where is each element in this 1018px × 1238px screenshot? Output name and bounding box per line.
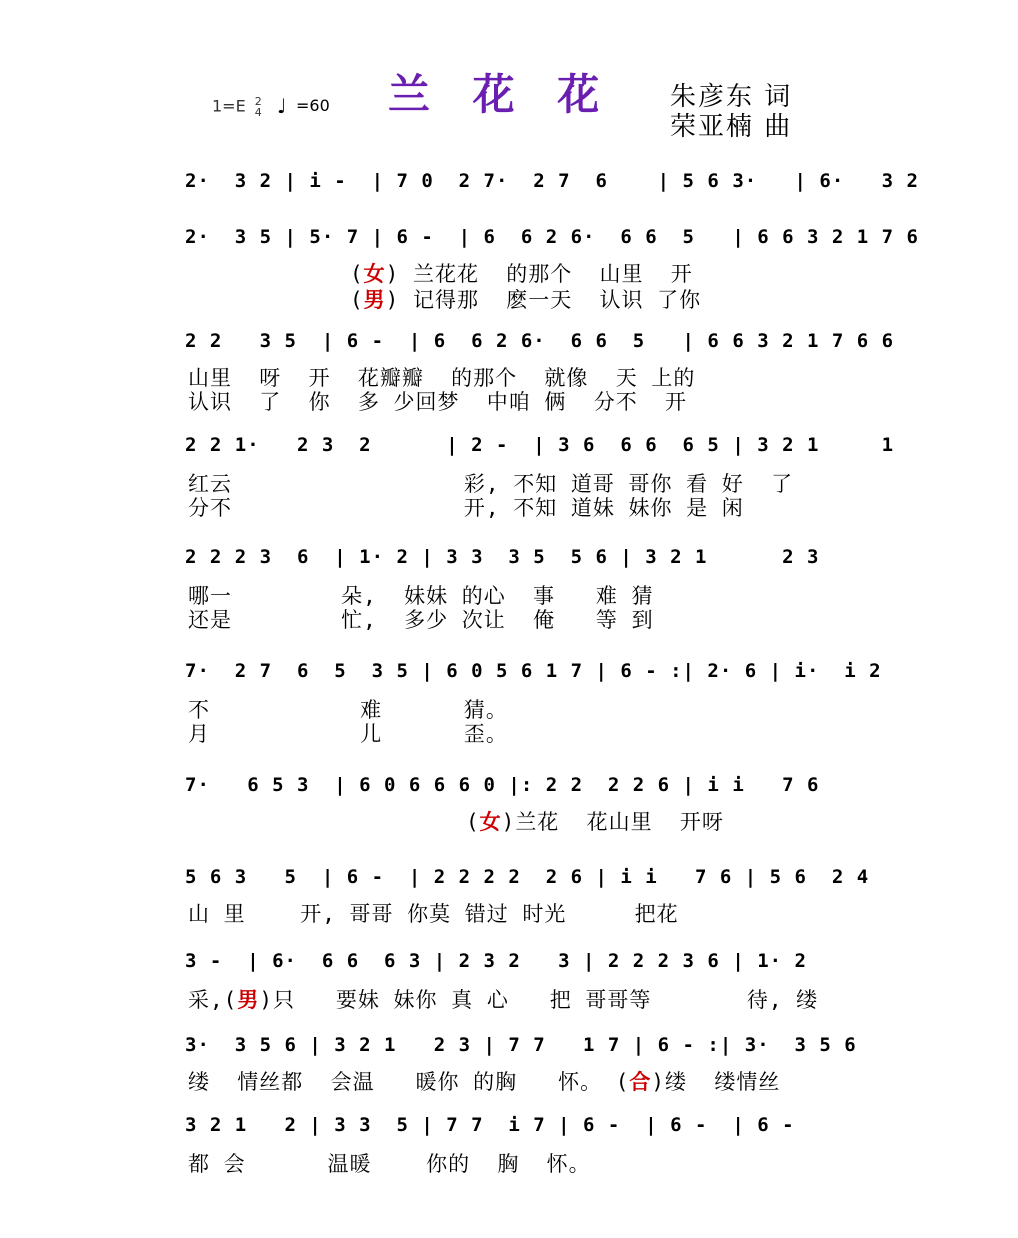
notation-line: 2 2 3 5 | 6 - | 6 6 2 6· 6 6 5 | 6 6 3 2 1 7 6 6 [185,330,895,352]
role-marker: 男 [237,988,260,1012]
role-marker: 女 [363,262,386,286]
lyric-text: 兰花 花山里 开呀 [515,810,724,834]
notation-line: 3 2 1 2 | 3 3 5 | 7 7 i 7 | 6 - | 6 - | 6 - [185,1114,795,1136]
score-row [185,166,919,200]
score-row [185,542,835,576]
lyric-line: 不 难 猜。 [188,698,508,722]
lyric-line: (女) 兰花花 的那个 山里 开 [350,262,693,286]
tempo-value: =60 [296,96,330,115]
lyric-line: 山 里 开, 哥哥 你莫 错过 时光 把花 [188,902,679,926]
lyric-text: 缕 情丝都 会温 暖你 的胸 怀。 [188,1070,603,1094]
key-signature [212,96,266,118]
score-row [185,222,919,256]
notation-line: 5 6 3 5 | 6 - | 2 2 2 2 2 6 | i i 7 6 | 5 6 2 4 [185,866,870,888]
role-marker: 合 [629,1070,652,1094]
time-top: 2 [254,95,262,108]
lyric-text: 只 要妹 妹你 真 心 把 哥哥等 待, 缕 [272,988,819,1012]
lyric-text: 采, [188,988,224,1012]
notation-line: 3 - | 6· 6 6 6 3 | 2 3 2 3 | 2 2 2 3 6 | 1· 2 [185,950,807,972]
score-row [185,946,835,980]
lyric-line: (男) 记得那 麽一天 认识 了你 [350,288,702,312]
lyric-text: 记得那 麽一天 认识 了你 [412,288,702,312]
score-row [185,1110,835,1144]
notation-line: 2· 3 2 | i - | 7 0 2 7· 2 7 6 | 5 6 3· | 6· 3 2 [185,170,919,192]
notation-line: 2· 3 5 | 5· 7 | 6 - | 6 6 2 6· 6 6 5 | 6 6 3 2 1 7 6 [185,226,919,248]
notation-line: 3· 3 5 6 | 3 2 1 2 3 | 7 7 1 7 | 6 - :| 3· 3 5 6 [185,1034,857,1056]
page-title: 兰 花 花 [388,70,614,119]
notation-line: 2 2 2 3 6 | 1· 2 | 3 3 3 5 5 6 | 3 2 1 2 3 [185,546,820,568]
role-marker: 女 [479,810,502,834]
score-row [185,862,870,896]
notation-line: 7· 6 5 3 | 6 0 6 6 6 0 |: 2 2 2 2 6 | i i 7 6 [185,774,820,796]
lyric-line: 还是 忙, 多少 次让 俺 等 到 [188,608,654,632]
lyric-line: 采,(男)只 要妹 妹你 真 心 把 哥哥等 待, 缕 [188,988,819,1012]
lyric-line: 月 儿 歪。 [188,722,508,746]
composer-credit: 荣亚楠 曲 [670,112,793,142]
time-bottom: 4 [254,106,262,119]
lyricist-credit: 朱彦东 词 [670,82,793,112]
lyric-text: 兰花花 的那个 山里 开 [412,262,693,286]
notation-line: 2 2 1· 2 3 2 | 2 - | 3 6 6 6 6 5 | 3 2 1 1 [185,434,895,456]
time-signature [255,96,262,118]
score-row [185,1030,857,1064]
lyric-line: 认识 了 你 多 少回梦 中咱 俩 分不 开 [188,390,688,414]
score-row [185,430,895,464]
role-marker: 男 [363,288,386,312]
key-label: 1=E [212,96,246,116]
score-row [185,326,895,360]
quarter-note-icon: ♩ [277,94,287,118]
lyric-text: 缕 缕情丝 [665,1070,781,1094]
lyric-line: 分不 开, 不知 道妹 妹你 是 闲 [188,496,744,520]
notation-line: 7· 2 7 6 5 3 5 | 6 0 5 6 1 7 | 6 - :| 2· 6 | i· i 2 [185,660,882,682]
lyric-line: 哪一 朵, 妹妹 的心 事 难 猜 [188,584,654,608]
lyric-line: 红云 彩, 不知 道哥 哥你 看 好 了 [188,472,794,496]
score-row [185,770,835,804]
lyric-line: 缕 情丝都 会温 暖你 的胸 怀。 (合)缕 缕情丝 [188,1070,781,1094]
lyric-line: (女)兰花 花山里 开呀 [466,810,724,834]
lyric-line: 都 会 温暖 你的 胸 怀。 [188,1152,591,1176]
lyric-line: 山里 呀 开 花瓣瓣 的那个 就像 天 上的 [188,366,696,390]
score-row [185,656,882,690]
